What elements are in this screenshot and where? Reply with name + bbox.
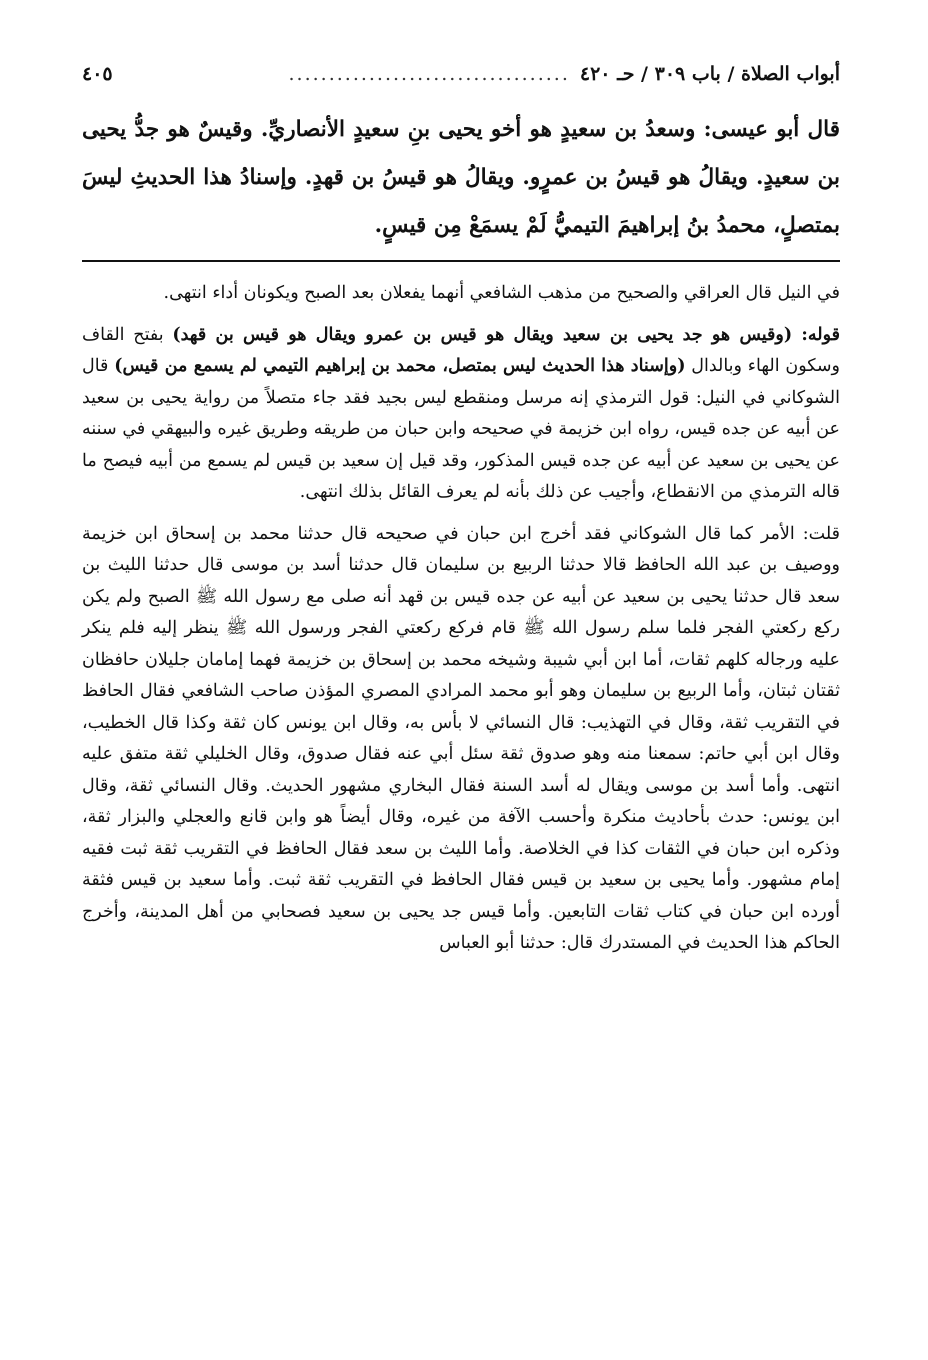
leader-dots: ................................... [288,63,570,85]
page-number: ٤٠٥ [82,63,113,85]
hadith-main-text [82,106,840,250]
commentary-paragraph-3: قلت: الأمر كما قال الشوكاني فقد أخرج ابن حبان في صحيحه قال حدثنا محمد بن إسحاق ابن خزيمة ووصيف بن عبد الله الحافظ قالا حدثنا الربيع بن سليمان قال حدثنا أسد بن موسى قال حدثنا الليث بن سعد قال حدثنا يحيى بن سعيد عن أبيه عن جده قيس بن قهد أنه صلى مع رسول الله ﷺ الصبح ولم يكن ركع ركعتي الفجر فلما سلم رسول الله ﷺ قام فركع ركعتي الفجر ورسول الله ﷺ ينظر إليه فلم ينكر عليه ورجاله كلهم ثقات، أما ابن أبي شيبة وشيخه محمد بن إسحاق بن خزيمة فهما إمامان جليلان حافظان ثقتان ثبتان، وأما الربيع بن سليمان وهو أبو محمد المرادي المصري المؤذن صاحب الشافعي فقال الحافظ في التقريب ثقة، وقال في التهذيب: قال النسائي لا بأس به، وقال ابن يونس كان ثقة وكذا قال الخطيب، وقال ابن أبي حاتم: سمعنا منه وهو صدوق ثقة سئل أبي عنه فقال صدوق، وقال الخليلي ثقة متفق عليه انتهى. وأما أسد بن موسى ويقال له أسد السنة فقال البخاري مشهور الحديث. وقال النسائي ثقة، وقال ابن يونس: حدث بأحاديث منكرة وأحسب الآفة من غيره، وقال أيضاً هو وابن قانع والعجلي والبزار ثقة، وذكره ابن حبان في الثقات كذا في الخلاصة. وأما الليث بن سعد فقال الحافظ في التقريب ثقة ثبت فقيه إمام مشهور. وأما يحيى بن سعيد بن قيس فقال الحافظ في التقريب ثقة ثبت. وأما سعيد بن قيس فثقة أورده ابن حبان في كتاب ثقات التابعين. وأما قيس جد يحيى بن سعيد فصحابي من أهل المدينة، وأخرج الحاكم هذا الحديث في المستدرك قال: حدثنا أبو العباس [82,523,840,953]
quoted-lemma-1: قوله: (وقيس هو جد يحيى بن سعيد ويقال هو قيس بن عمرو ويقال هو قيس بن قهد) [172,324,840,345]
chapter-title: أبواب الصلاة / باب ٣٠٩ / حـ ٤٢٠ [579,63,840,85]
main-paragraph: قال أبو عيسى: وسعدُ بن سعيدٍ هو أخو يحيى بنِ سعيدٍ الأنصاريِّ. وقيسٌ هو جدُّ يحيى بن سعيدٍ. ويقالُ هو قيسُ بن عمرٍو. ويقالُ هو قيسُ بن قهدٍ. وإسنادُ هذا الحديثِ ليسَ بمتصلٍ، محمدُ بنُ إبراهيمَ التيميُّ لَمْ يسمَعْ مِن قيسٍ. [82,117,840,238]
quoted-lemma-2: (وإسناد هذا الحديث ليس بمتصل، محمد بن إبراهيم التيمي لم يسمع من قيس) [114,356,686,376]
running-header [82,54,840,94]
section-divider [82,260,840,262]
commentary-section [82,278,840,960]
book-page [82,54,840,1320]
commentary-text-2a: بفتح القاف وسكون الهاء وبالدال [82,324,841,376]
commentary-paragraph-1: في النيل قال العراقي والصحيح من مذهب الشافعي أنهما يفعلان بعد الصبح ويكونان أداء انتهى. [163,283,840,303]
commentary-text-2c: قال الشوكاني في النيل: قول الترمذي إنه مرسل ومنقطع ليس بجيد فقد جاء متصلاً من رواية يحيى بن سعيد عن أبيه عن جده قيس، رواه ابن خزيمة في صحيحه وابن حبان من طريقه وطريق غيره والبيهقي في سننه عن يحيى بن سعيد عن أبيه عن جده قيس المذكور، وقد قيل إن سعيد بن قيس لم يسمع من أبيه فيصح ما قاله الترمذي من الانقطاع، وأجيب عن ذلك بأنه لم يعرف القائل بذلك انتهى. [82,356,840,502]
commentary-paragraph-2 [82,320,840,509]
